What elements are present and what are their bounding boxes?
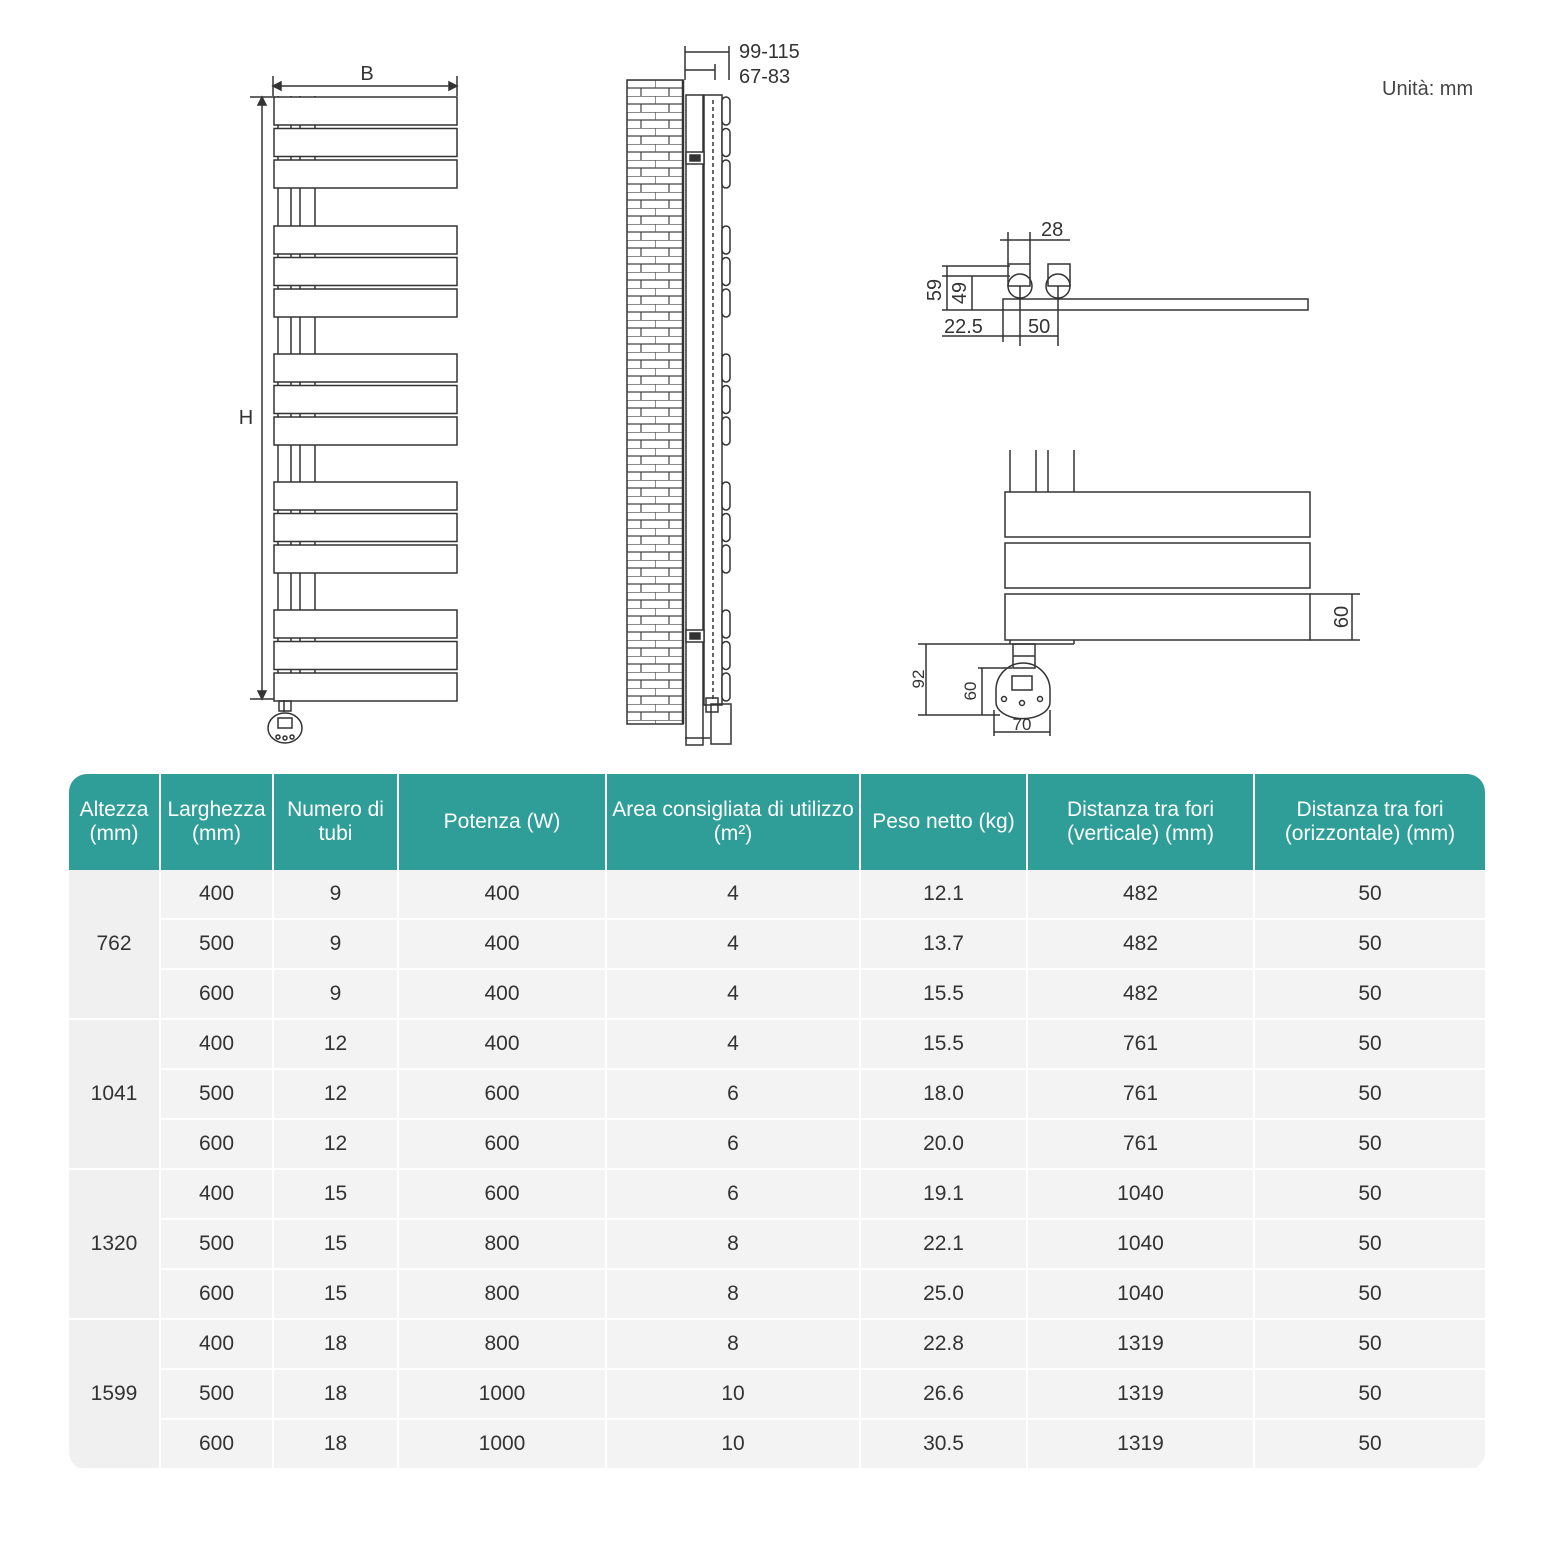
table-row <box>69 919 1485 969</box>
cell-distanza-verticale: 1040 <box>1027 1269 1254 1319</box>
cell-numero-tubi: 12 <box>273 1119 398 1169</box>
cell-larghezza: 400 <box>160 1019 273 1069</box>
side-bar-profile <box>722 97 730 125</box>
front-towel-bar <box>274 545 457 573</box>
front-towel-bar <box>274 97 457 125</box>
dim-label-59: 59 <box>924 278 946 302</box>
cell-potenza: 800 <box>398 1319 606 1369</box>
cell-numero-tubi: 15 <box>273 1169 398 1219</box>
cell-peso: 25.0 <box>860 1269 1027 1319</box>
table-row <box>69 1219 1485 1269</box>
cell-altezza: 1041 <box>69 1019 160 1169</box>
dim-label-70: 70 <box>1012 715 1032 734</box>
front-towel-bar <box>274 514 457 542</box>
cell-distanza-orizzontale: 50 <box>1254 1269 1485 1319</box>
cell-distanza-orizzontale: 50 <box>1254 1419 1485 1469</box>
cell-distanza-verticale: 1319 <box>1027 1319 1254 1369</box>
side-bar-profile <box>722 289 730 317</box>
dim-label-92: 92 <box>909 669 928 689</box>
cell-area: 10 <box>606 1369 860 1419</box>
cell-altezza: 762 <box>69 870 160 1019</box>
cell-distanza-verticale: 1319 <box>1027 1369 1254 1419</box>
cell-distanza-verticale: 482 <box>1027 870 1254 919</box>
table-row <box>69 1419 1485 1469</box>
cell-potenza: 1000 <box>398 1419 606 1469</box>
cell-distanza-orizzontale: 50 <box>1254 1219 1485 1269</box>
dim-label-22-5: 22.5 <box>944 316 983 338</box>
front-towel-bar <box>274 673 457 701</box>
dim-label-60-bar: 60 <box>1331 605 1353 629</box>
front-towel-bar <box>274 482 457 510</box>
header-distanza-verticale: Distanza tra fori (verticale) (mm) <box>1027 774 1254 870</box>
cell-distanza-verticale: 761 <box>1027 1119 1254 1169</box>
table-row <box>69 1269 1485 1319</box>
cell-distanza-verticale: 1040 <box>1027 1219 1254 1269</box>
cell-numero-tubi: 15 <box>273 1219 398 1269</box>
cell-peso: 18.0 <box>860 1069 1027 1119</box>
cell-numero-tubi: 15 <box>273 1269 398 1319</box>
cell-distanza-orizzontale: 50 <box>1254 1369 1485 1419</box>
cell-potenza: 400 <box>398 919 606 969</box>
cell-larghezza: 400 <box>160 1169 273 1219</box>
cell-peso: 19.1 <box>860 1169 1027 1219</box>
cell-larghezza: 600 <box>160 1269 273 1319</box>
side-bar-profile <box>722 610 730 638</box>
cell-peso: 13.7 <box>860 919 1027 969</box>
cell-potenza: 800 <box>398 1219 606 1269</box>
table-row <box>69 969 1485 1019</box>
cell-numero-tubi: 18 <box>273 1369 398 1419</box>
cell-potenza: 800 <box>398 1269 606 1319</box>
dim-label-49: 49 <box>949 281 971 305</box>
cell-larghezza: 600 <box>160 1419 273 1469</box>
side-bar-profile <box>722 417 730 445</box>
side-bar-profile <box>722 514 730 542</box>
cell-distanza-verticale: 482 <box>1027 969 1254 1019</box>
side-bar-profile <box>722 354 730 382</box>
cell-distanza-orizzontale: 50 <box>1254 969 1485 1019</box>
cell-peso: 26.6 <box>860 1369 1027 1419</box>
cell-distanza-orizzontale: 50 <box>1254 1169 1485 1219</box>
cell-altezza: 1320 <box>69 1169 160 1319</box>
cell-peso: 22.1 <box>860 1219 1027 1269</box>
cell-area: 8 <box>606 1269 860 1319</box>
side-bar-profile <box>722 386 730 414</box>
spec-table <box>69 774 1485 1470</box>
cell-area: 6 <box>606 1119 860 1169</box>
cell-larghezza: 500 <box>160 1219 273 1269</box>
cell-distanza-verticale: 1040 <box>1027 1169 1254 1219</box>
cell-distanza-verticale: 761 <box>1027 1069 1254 1119</box>
table-row <box>69 870 1485 919</box>
front-towel-bar <box>274 386 457 414</box>
cell-potenza: 400 <box>398 870 606 919</box>
dim-label-50: 50 <box>1028 316 1051 338</box>
side-bar-profile <box>722 642 730 670</box>
cell-distanza-orizzontale: 50 <box>1254 919 1485 969</box>
table-row <box>69 1319 1485 1369</box>
table-row <box>69 1369 1485 1419</box>
cell-larghezza: 500 <box>160 1369 273 1419</box>
cell-distanza-orizzontale: 50 <box>1254 870 1485 919</box>
cell-distanza-orizzontale: 50 <box>1254 1319 1485 1369</box>
front-towel-bar <box>274 354 457 382</box>
cell-peso: 20.0 <box>860 1119 1027 1169</box>
dim-label-28: 28 <box>1041 219 1064 241</box>
cell-potenza: 1000 <box>398 1369 606 1419</box>
table-row <box>69 1169 1485 1219</box>
dim-label-h: H <box>238 407 254 429</box>
cell-area: 4 <box>606 969 860 1019</box>
detail-view <box>918 450 1360 736</box>
header-potenza: Potenza (W) <box>398 774 606 870</box>
header-distanza-orizzontale: Distanza tra fori (orizzontale) (mm) <box>1254 774 1485 870</box>
cell-larghezza: 600 <box>160 1119 273 1169</box>
side-bar-profile <box>722 226 730 254</box>
cell-area: 6 <box>606 1169 860 1219</box>
side-bar-profile <box>722 673 730 701</box>
cell-potenza: 400 <box>398 1019 606 1069</box>
cell-altezza: 1599 <box>69 1319 160 1469</box>
cell-numero-tubi: 9 <box>273 919 398 969</box>
cell-potenza: 600 <box>398 1069 606 1119</box>
cell-larghezza: 600 <box>160 969 273 1019</box>
cell-larghezza: 400 <box>160 870 273 919</box>
top-view <box>942 232 1308 346</box>
front-towel-bar <box>274 610 457 638</box>
front-towel-bar <box>274 258 457 286</box>
cell-area: 10 <box>606 1419 860 1469</box>
front-towel-bar <box>274 417 457 445</box>
cell-distanza-verticale: 482 <box>1027 919 1254 969</box>
cell-area: 4 <box>606 1019 860 1069</box>
dim-label-60-box: 60 <box>961 681 980 701</box>
table-row <box>69 1019 1485 1069</box>
front-towel-bar <box>274 226 457 254</box>
cell-numero-tubi: 12 <box>273 1019 398 1069</box>
header-peso: Peso netto (kg) <box>860 774 1027 870</box>
table-row <box>69 1069 1485 1119</box>
table-header-row <box>69 774 1485 870</box>
table-row <box>69 1119 1485 1169</box>
side-view <box>627 46 731 745</box>
cell-potenza: 600 <box>398 1169 606 1219</box>
cell-distanza-verticale: 761 <box>1027 1019 1254 1069</box>
cell-distanza-orizzontale: 50 <box>1254 1069 1485 1119</box>
cell-distanza-orizzontale: 50 <box>1254 1019 1485 1069</box>
header-larghezza: Larghezza (mm) <box>160 774 273 870</box>
cell-larghezza: 500 <box>160 1069 273 1119</box>
dim-label-b: B <box>360 63 374 85</box>
dim-label-99-115: 99-115 <box>739 41 800 63</box>
cell-larghezza: 400 <box>160 1319 273 1369</box>
side-bar-profile <box>722 482 730 510</box>
front-towel-bar <box>274 642 457 670</box>
front-towel-bar <box>274 289 457 317</box>
side-bar-profile <box>722 129 730 157</box>
header-numero-tubi: Numero di tubi <box>273 774 398 870</box>
technical-drawings <box>0 0 1556 760</box>
header-altezza: Altezza (mm) <box>69 774 160 870</box>
cell-area: 8 <box>606 1319 860 1369</box>
cell-larghezza: 500 <box>160 919 273 969</box>
cell-potenza: 400 <box>398 969 606 1019</box>
dim-label-67-83: 67-83 <box>739 66 791 88</box>
cell-area: 6 <box>606 1069 860 1119</box>
cell-numero-tubi: 12 <box>273 1069 398 1119</box>
cell-numero-tubi: 18 <box>273 1319 398 1369</box>
cell-numero-tubi: 9 <box>273 870 398 919</box>
side-bar-profile <box>722 258 730 286</box>
front-towel-bar <box>274 129 457 157</box>
cell-numero-tubi: 18 <box>273 1419 398 1469</box>
cell-potenza: 600 <box>398 1119 606 1169</box>
cell-peso: 15.5 <box>860 1019 1027 1069</box>
front-view <box>250 76 457 743</box>
cell-numero-tubi: 9 <box>273 969 398 1019</box>
side-bar-profile <box>722 545 730 573</box>
unit-label: Unità: mm <box>1382 78 1474 100</box>
cell-peso: 30.5 <box>860 1419 1027 1469</box>
side-bar-profile <box>722 160 730 188</box>
cell-peso: 15.5 <box>860 969 1027 1019</box>
cell-area: 4 <box>606 919 860 969</box>
cell-distanza-orizzontale: 50 <box>1254 1119 1485 1169</box>
cell-area: 4 <box>606 870 860 919</box>
header-area: Area consigliata di utilizzo (m²) <box>606 774 860 870</box>
cell-area: 8 <box>606 1219 860 1269</box>
front-towel-bar <box>274 160 457 188</box>
cell-peso: 22.8 <box>860 1319 1027 1369</box>
cell-distanza-verticale: 1319 <box>1027 1419 1254 1469</box>
cell-peso: 12.1 <box>860 870 1027 919</box>
